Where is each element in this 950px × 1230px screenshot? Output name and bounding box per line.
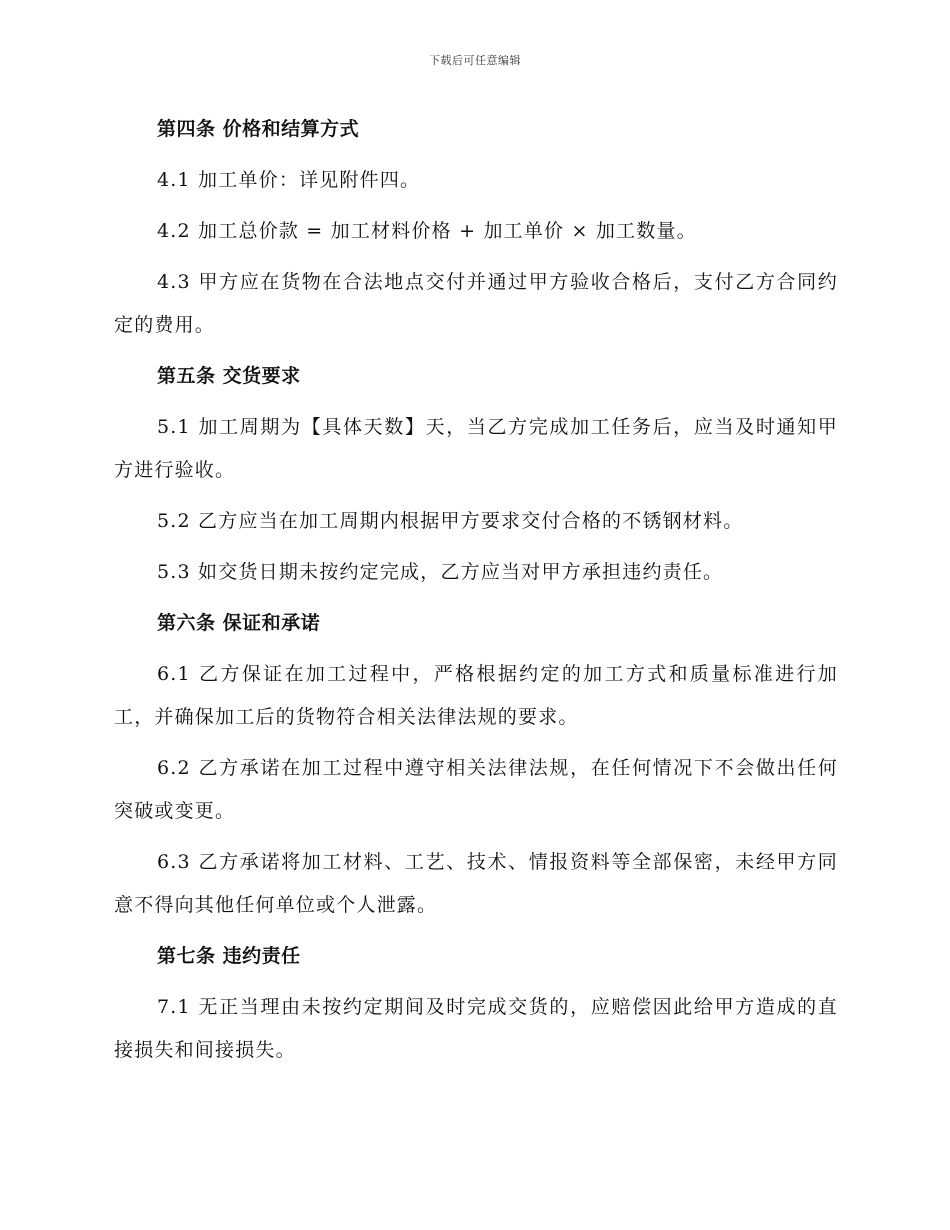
clause-5-2: 5.2 乙方应当在加工周期内根据甲方要求交付合格的不锈钢材料。: [157, 510, 744, 532]
clause-4-2: 4.2 加工总价款 = 加工材料价格 + 加工单价 × 加工数量。: [157, 220, 697, 242]
section-heading-7: 第七条 违约责任: [157, 945, 301, 967]
section-heading-5: 第五条 交货要求: [157, 365, 301, 387]
clause-6-2: 6.2 乙方承诺在加工过程中遵守相关法律法规，在任何情况下不会做出任何突破或变更。: [114, 757, 838, 822]
document-body: [114, 108, 838, 1080]
clause-7-1: 7.1 无正当理由未按约定期间及时完成交货的，应赔偿因此给甲方造成的直接损失和间接损失。: [114, 996, 838, 1061]
clause-6-1: 6.1 乙方保证在加工过程中，严格根据约定的加工方式和质量标准进行加工，并确保加工后的货物符合相关法律法规的要求。: [114, 663, 838, 728]
clause-4-1: 4.1 加工单价：详见附件四。: [157, 169, 421, 191]
clause-6-3: 6.3 乙方承诺将加工材料、工艺、技术、情报资料等全部保密，未经甲方同意不得向其他任何单位或个人泄露。: [114, 851, 838, 916]
section-heading-6: 第六条 保证和承诺: [157, 612, 321, 634]
clause-5-3: 5.3 如交货日期未按约定完成，乙方应当对甲方承担违约责任。: [157, 561, 724, 583]
clause-4-3: 4.3 甲方应在货物在合法地点交付并通过甲方验收合格后，支付乙方合同约定的费用。: [114, 271, 838, 336]
clause-5-1: 5.1 加工周期为【具体天数】天，当乙方完成加工任务后，应当及时通知甲方进行验收。: [114, 416, 838, 481]
section-heading-4: 第四条 价格和结算方式: [157, 118, 360, 140]
page-header: 下载后可任意编辑: [429, 54, 521, 67]
